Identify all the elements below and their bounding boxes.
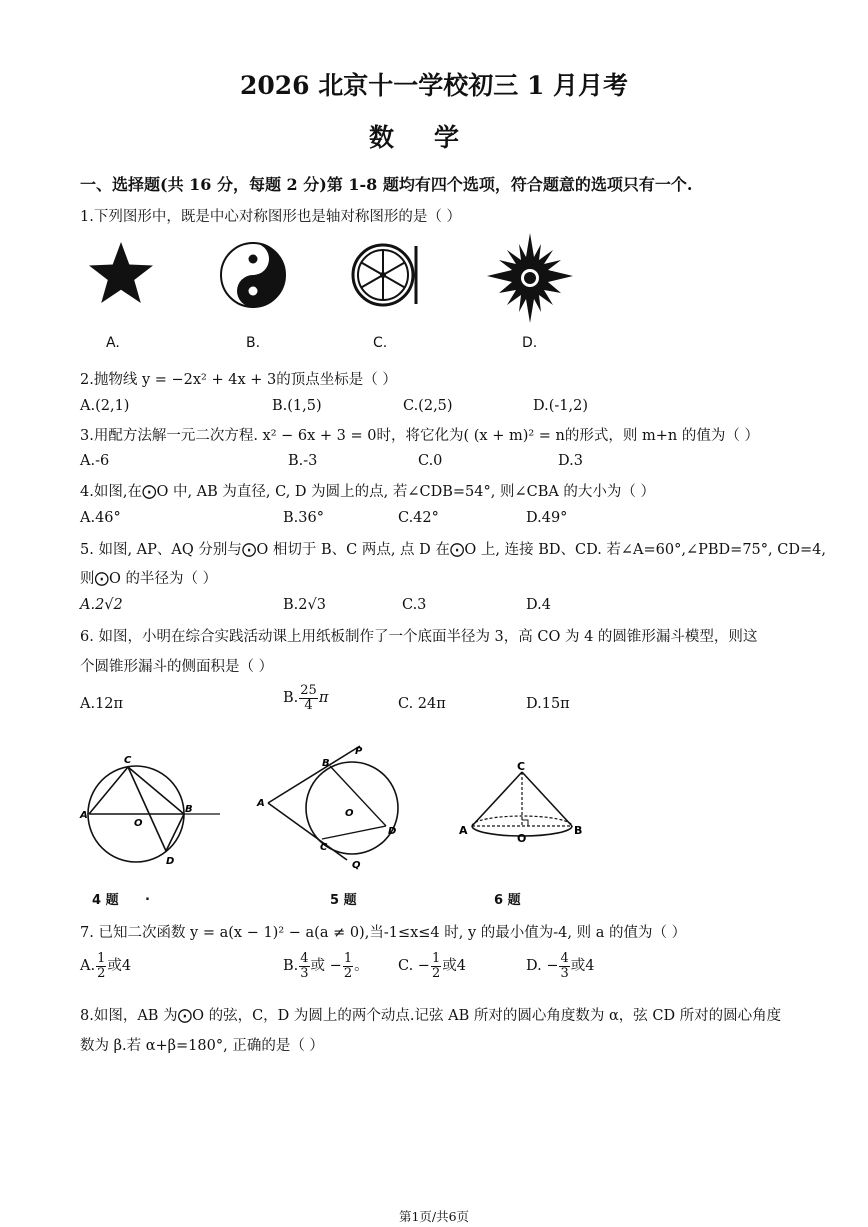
- fig4-label-d: D: [166, 856, 175, 867]
- q7-c-fraction: [431, 952, 441, 980]
- figure-q4-circle: [80, 752, 240, 872]
- q7-c-numerator: 1: [431, 951, 441, 966]
- q6-option-b-fraction: [299, 684, 318, 712]
- section-heading: 一、选择题(共 16 分，每题 2 分)第 1-8 题均有四个选项，符合题意的选项只有一个.: [80, 175, 693, 194]
- q1-stem: 1.下列图形中，既是中心对称图形也是轴对称图形的是（ ）: [80, 209, 461, 225]
- q6-option-b-prefix: B.: [283, 690, 299, 707]
- q1-label-a: A.: [106, 335, 120, 351]
- q6-option-d: D.15π: [526, 696, 570, 712]
- q7-a-prefix: A.: [80, 958, 96, 975]
- q2-option-d: D.(-1,2): [533, 398, 588, 414]
- q2-stem: 2.抛物线 y = −2x² + 4x + 3的顶点坐标是（ ）: [80, 372, 397, 388]
- fig5-label-c: C: [320, 842, 328, 853]
- q4-option-c: C.42°: [398, 510, 439, 526]
- q6-option-b-numerator: 25: [300, 683, 317, 698]
- q7-d-suffix: 或4: [570, 958, 595, 975]
- q5-option-d: D.4: [526, 597, 551, 613]
- q5-option-c: C.3: [402, 597, 427, 613]
- q7-d-prefix: D. −: [526, 958, 559, 975]
- q7-b-numerator-1: 4: [300, 951, 309, 966]
- q1-label-d: D.: [522, 335, 538, 351]
- q7-c-prefix: C. −: [398, 958, 430, 975]
- figure-caption-q4: 4 题: [92, 893, 119, 908]
- q3-option-b: B.-3: [288, 453, 318, 469]
- q7-d-numerator: 4: [560, 951, 569, 966]
- q6-option-b: [283, 684, 328, 712]
- q7-b-denominator-2: 2: [343, 965, 353, 981]
- q7-option-a: [80, 952, 131, 980]
- q7-b-prefix: B.: [283, 958, 299, 975]
- q3-stem: 3.用配方法解一元二次方程. x² − 6x + 3 = 0时，将它化为( (x + m)² = n的形式，则 m+n 的值为（ ）: [80, 428, 759, 444]
- fig6-label-a: A: [459, 824, 468, 837]
- fig5-label-b: B: [322, 758, 330, 769]
- q7-a-denominator: 2: [97, 965, 106, 981]
- q1-label-b: B.: [246, 335, 261, 351]
- q6-option-a: A.12π: [80, 696, 124, 712]
- page-number: 第1页/共6页: [398, 1209, 470, 1224]
- q5-option-a: A.2√2: [80, 597, 123, 613]
- fig5-label-q: Q: [352, 860, 361, 871]
- q6-stem-line2: 个圆锥形漏斗的侧面积是（ ）: [80, 659, 274, 675]
- figure-caption-q6: 6 题: [494, 893, 521, 908]
- figure-caption-q5: 5 题: [330, 893, 357, 908]
- q8-stem-line1: 8.如图，AB 为⨀O 的弦，C，D 为圆上的两个动点.记弦 AB 所对的圆心角度数为 α，弦 CD 所对的圆心角度: [80, 1008, 782, 1024]
- figure-q5-tangents: [252, 740, 422, 870]
- fig6-label-c: C: [517, 760, 526, 773]
- fig5-label-a: A: [257, 798, 265, 809]
- fig4-label-o: O: [134, 818, 143, 829]
- q6-option-b-suffix: π: [318, 690, 329, 707]
- q7-b-suffix: 。: [354, 958, 369, 975]
- q5-option-b: B.2√3: [283, 597, 326, 613]
- fig4-label-a: A: [80, 810, 88, 821]
- q5-stem-line2: 则⨀O 的半径为（ ）: [80, 571, 218, 587]
- fig6-label-o: O: [517, 832, 527, 845]
- q6-option-c: C. 24π: [398, 696, 446, 712]
- q7-b-mid: 或 −: [310, 958, 342, 975]
- q5-stem-line1: 5. 如图, AP、AQ 分别与⨀O 相切于 B、C 两点, 点 D 在⨀O 上, 连接 BD、CD. 若∠A=60°,∠PBD=75°, CD=4,: [80, 542, 826, 558]
- q8-stem-line2: 数为 β.若 α+β=180°, 正确的是（ ）: [80, 1038, 324, 1054]
- fig6-label-b: B: [574, 824, 583, 837]
- fig4-label-b: B: [185, 804, 193, 815]
- q6-option-b-denominator: 4: [304, 697, 313, 713]
- q6-stem-line1: 6. 如图，小明在综合实践活动课上用纸板制作了一个底面半径为 3，高 CO 为 4 的圆锥形漏斗模型，则这: [80, 629, 758, 645]
- subject-title: 数学: [368, 123, 499, 152]
- q2-option-c: C.(2,5): [403, 398, 453, 414]
- fig5-label-o: O: [345, 808, 354, 819]
- q7-option-c: [398, 952, 466, 980]
- fig5-label-p: P: [355, 746, 363, 757]
- figure-q6-cone: [458, 762, 598, 852]
- q2-option-a: A.(2,1): [80, 398, 130, 414]
- q4-option-d: D.49°: [526, 510, 568, 526]
- q7-a-suffix: 或4: [107, 958, 132, 975]
- q7-c-denominator: 2: [431, 965, 441, 981]
- q7-stem: 7. 已知二次函数 y = a(x − 1)² − a(a ≠ 0),当-1≤x≤4 时, y 的最小值为-4, 则 a 的值为（ ）: [80, 925, 687, 941]
- star-figure: [86, 240, 156, 310]
- q7-b-numerator-2: 1: [343, 951, 353, 966]
- q3-option-c: C.0: [418, 453, 443, 469]
- q3-option-d: D.3: [558, 453, 583, 469]
- exam-title: 2026 北京十一学校初三 1 月月考: [239, 71, 629, 100]
- q7-option-d: [526, 952, 595, 980]
- q7-option-b: [283, 952, 369, 980]
- q7-d-denominator: 3: [560, 965, 569, 981]
- fig4-label-c: C: [124, 755, 132, 766]
- q4-stem: 4.如图,在⨀O 中, AB 为直径, C, D 为圆上的点, 若∠CDB=54°, 则∠CBA 的大小为（ ）: [80, 484, 656, 500]
- fig5-label-d: D: [388, 826, 397, 837]
- q7-a-fraction: [96, 952, 106, 980]
- q7-b-fraction-2: [343, 952, 353, 980]
- q7-b-fraction-1: [299, 952, 309, 980]
- q4-option-b: B.36°: [283, 510, 324, 526]
- q7-c-suffix: 或4: [442, 958, 466, 975]
- figure-caption-dot: .: [145, 889, 150, 904]
- q3-option-a: A.-6: [80, 453, 110, 469]
- yin-yang-figure: [218, 240, 288, 310]
- q7-b-denominator-1: 3: [300, 965, 309, 981]
- sun-figure: [485, 233, 575, 323]
- q2-option-b: B.(1,5): [272, 398, 322, 414]
- q1-label-c: C.: [373, 335, 388, 351]
- q7-d-fraction: [559, 952, 569, 980]
- wheel-figure: [350, 240, 420, 310]
- q7-a-numerator: 1: [97, 951, 106, 966]
- q4-option-a: A.46°: [80, 510, 121, 526]
